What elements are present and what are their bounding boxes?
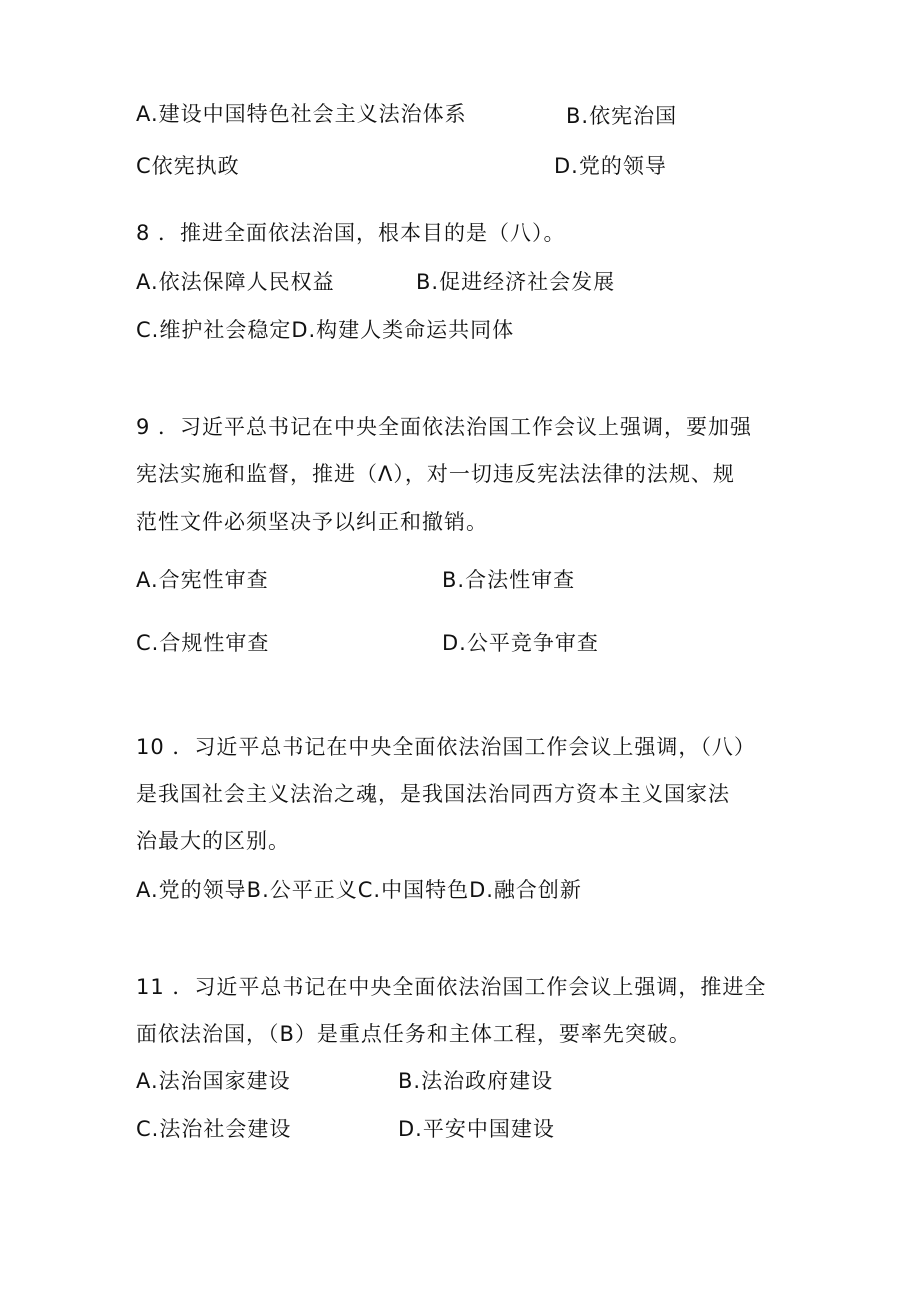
q10-stem-line2: 是我国社会主义法治之魂，是我国法治同西方资本主义国家法 — [136, 782, 730, 806]
q11-option-a: A.法治国家建设 — [136, 1069, 291, 1093]
q11-option-b: B.法治政府建设 — [398, 1069, 554, 1093]
q10-stem-line1: 10 ．习近平总书记在中央全面依法治国工作会议上强调，（八） — [136, 735, 756, 759]
q9-stem-line2: 宪法实施和监督，推进（Λ），对一切违反宪法法律的法规、规 — [136, 462, 735, 486]
q7-option-a: A.建设中国特色社会主义法治体系 — [136, 102, 467, 126]
q10-stem-line3: 治最大的区别。 — [136, 829, 290, 853]
q11-option-c: C.法治社会建设 — [136, 1117, 292, 1141]
q9-option-b: B.合法性审查 — [442, 568, 576, 592]
q10-options: A.党的领导B.公平正义C.中国特色D.融合创新 — [136, 878, 582, 902]
q11-stem-line2: 面依法治国，（B）是重点任务和主体工程，要率先突破。 — [136, 1022, 691, 1046]
q9-option-a: A.合宪性审查 — [136, 568, 269, 592]
q7-option-d: D.党的领导 — [554, 154, 667, 178]
q8-option-cd: C.维护社会稳定D.构建人类命运共同体 — [136, 318, 515, 342]
q11-option-d: D.平安中国建设 — [398, 1117, 555, 1141]
q8-option-b: B.促进经济社会发展 — [416, 270, 616, 294]
q8-stem: 8 ．推进全面依法治国，根本目的是（八）。 — [136, 221, 566, 245]
q9-stem-line3: 范性文件必须坚决予以纠正和撤销。 — [136, 510, 488, 534]
q8-option-a: A.依法保障人民权益 — [136, 270, 335, 294]
q11-stem-line1: 11 ．习近平总书记在中央全面依法治国工作会议上强调，推进全 — [136, 975, 767, 999]
q7-option-b: B.依宪治国 — [566, 104, 678, 128]
q9-option-d: D.公平竞争审查 — [442, 631, 599, 655]
q7-option-c: C依宪执政 — [136, 154, 240, 178]
q9-option-c: C.合规性审查 — [136, 631, 270, 655]
q9-stem-line1: 9 ．习近平总书记在中央全面依法治国工作会议上强调，要加强 — [136, 415, 753, 439]
